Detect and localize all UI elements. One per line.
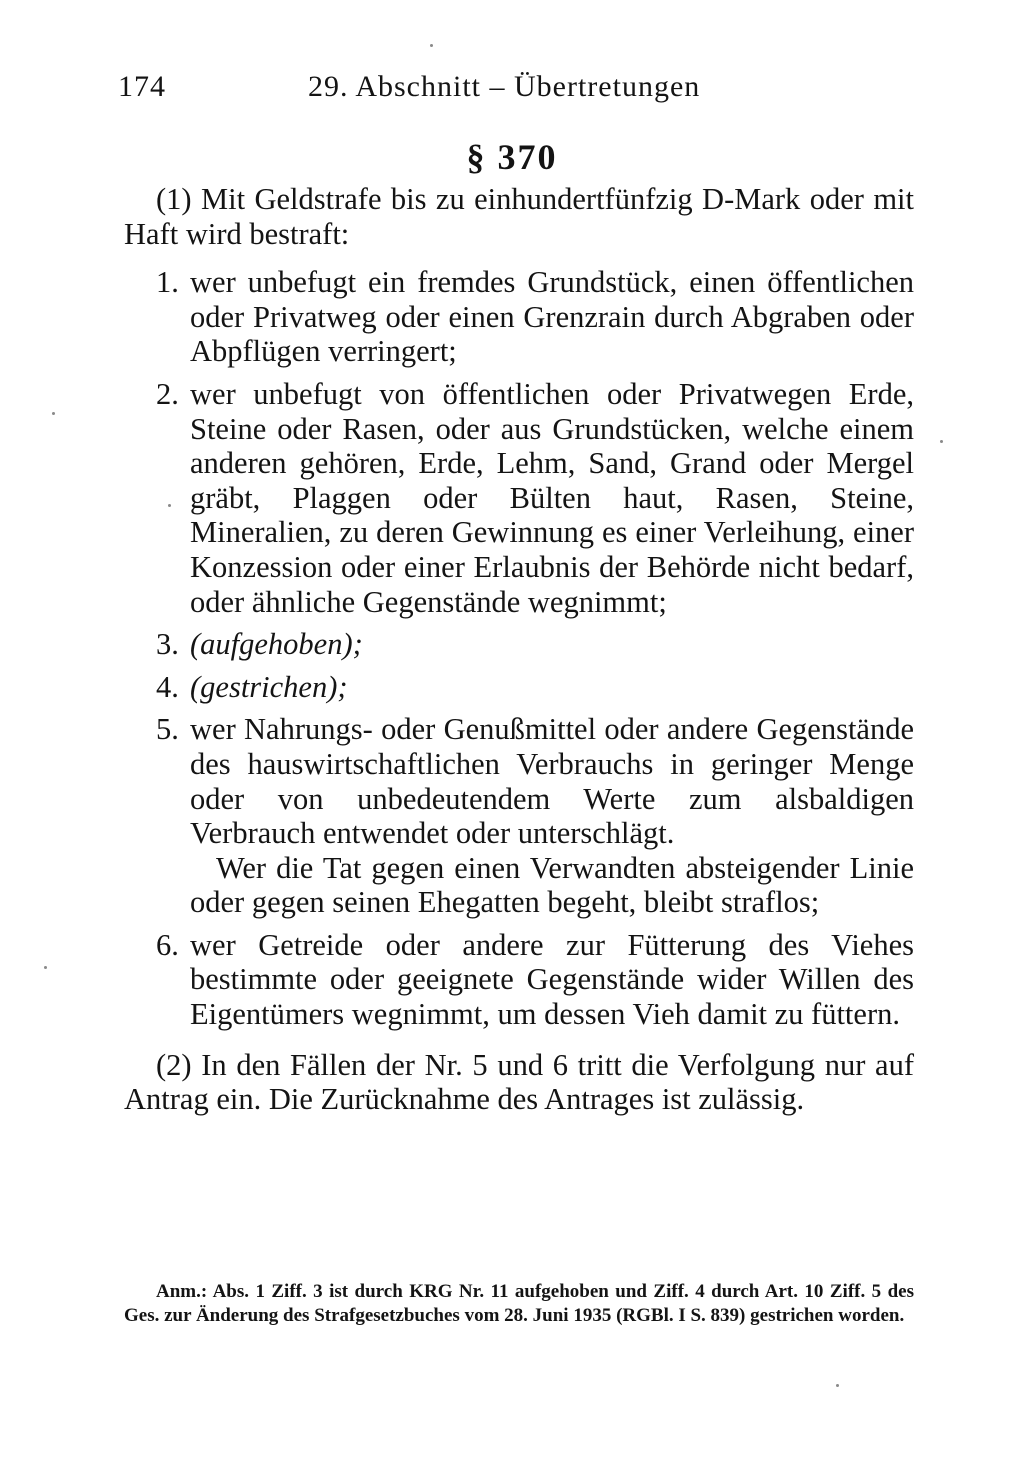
list-item-2	[124, 377, 914, 619]
item-number: 5.	[156, 712, 179, 747]
item-list	[124, 265, 914, 1031]
body-text	[124, 182, 914, 1117]
scan-speck	[836, 1384, 839, 1387]
scan-speck	[52, 412, 55, 415]
list-item-3	[124, 627, 914, 662]
list-item-4	[124, 670, 914, 705]
chapter-title: 29. Abschnitt – Übertretungen	[308, 70, 701, 103]
item-number: 3.	[156, 627, 179, 662]
item-subparagraph: Wer die Tat gegen einen Verwandten absteigender Linie oder gegen seinen Ehegatten begeht, bleibt straflos;	[190, 850, 914, 920]
item-text: (aufgehoben);	[190, 627, 363, 662]
item-text: wer unbefugt von öffentlichen oder Privatwegen Erde, Steine oder Rasen, oder aus Grundstücken, welche einem anderen gehören, Erde, Lehm, Sand, Grand oder Mergel gräbt, Plaggen oder Bülten haut, Rasen, Steine, Mineralien, zu deren Gewinnung es einer Verleihung, einer Konzession oder einer Erlaubnis der Behörde nicht bedarf, oder ähnliche Gegenstände wegnimmt;	[190, 376, 914, 619]
paragraph-1: (1) Mit Geldstrafe bis zu einhundertfünfzig D-Mark oder mit Haft wird bestraft:	[124, 182, 914, 251]
item-text: (gestrichen);	[190, 669, 348, 704]
scan-speck	[44, 966, 47, 969]
item-text: wer Nahrungs- oder Genußmittel oder andere Gegenstände des hauswirtschaftlichen Verbrauchs in geringer Menge oder von unbedeutendem Werte zum alsbaldigen Verbrauch entwendet oder unterschlägt.	[190, 712, 914, 851]
item-number: 6.	[156, 927, 179, 962]
item-text: wer unbefugt ein fremdes Grundstück, einen öffentlichen oder Privatweg oder einen Grenzrain durch Abgraben oder Abpflügen verringert;	[190, 265, 914, 369]
running-head	[118, 70, 918, 120]
list-item-1	[124, 265, 914, 369]
list-item-5	[124, 712, 914, 920]
page-number: 174	[118, 70, 166, 103]
item-number: 1.	[156, 265, 179, 300]
scan-speck	[940, 440, 943, 443]
paragraph-2: (2) In den Fällen der Nr. 5 und 6 tritt die Verfolgung nur auf Antrag ein. Die Zurücknahme des Antrages ist zulässig.	[124, 1047, 914, 1117]
footnote: Anm.: Abs. 1 Ziff. 3 ist durch KRG Nr. 11 aufgehoben und Ziff. 4 durch Art. 10 Ziff. 5 des Ges. zur Änderung des Strafgesetzbuches vom 28. Juni 1935 (RGBl. I S. 839) gestrichen worden.	[124, 1281, 914, 1326]
section-title: § 370	[466, 137, 558, 177]
scan-speck	[430, 44, 433, 47]
item-text: wer Getreide oder andere zur Fütterung des Viehes bestimmte oder geeignete Gegenstände wider Willen des Eigentümers wegnimmt, um dessen Vieh damit zu füttern.	[190, 927, 914, 1032]
list-item-6	[124, 928, 914, 1032]
scan-speck	[168, 504, 171, 507]
item-number: 4.	[156, 669, 179, 704]
item-number: 2.	[156, 376, 179, 411]
